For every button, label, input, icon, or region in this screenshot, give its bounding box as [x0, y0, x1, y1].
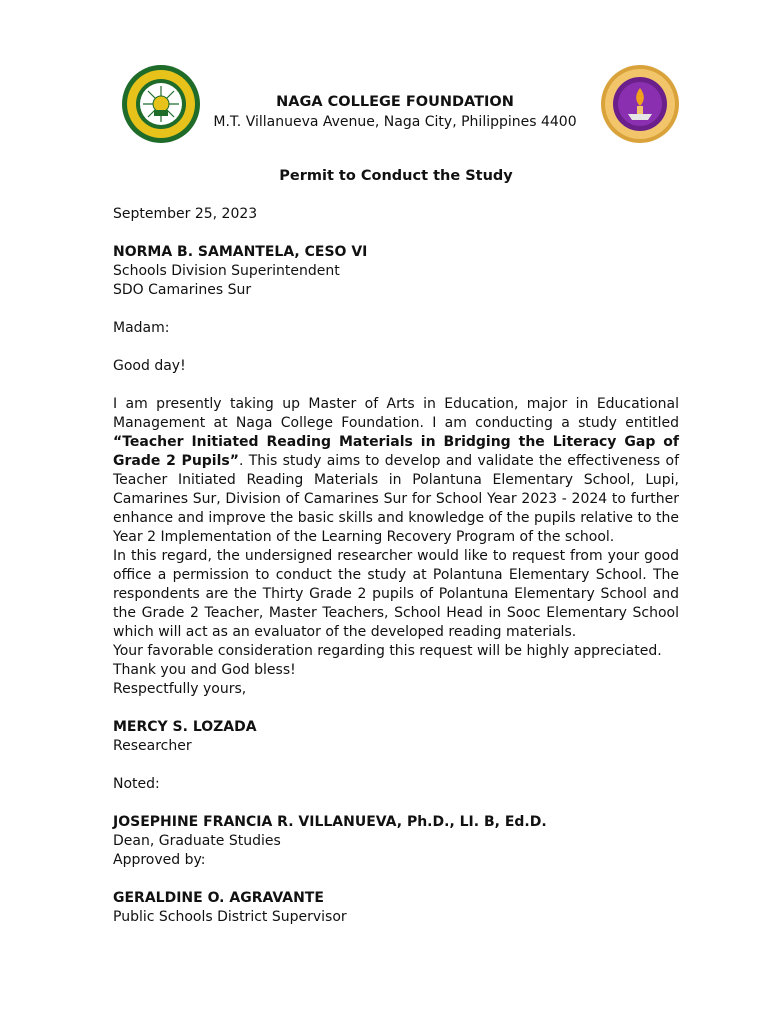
researcher-name: MERCY S. LOZADA: [113, 719, 257, 735]
supervisor-role: Public Schools District Supervisor: [113, 909, 347, 925]
greeting: Good day!: [113, 358, 186, 374]
document-title: Permit to Conduct the Study: [279, 168, 513, 184]
recipient-office: SDO Camarines Sur: [113, 282, 252, 298]
thanks-line: Thank you and God bless!: [113, 662, 296, 678]
study-title: “Teacher Initiated Reading Materials in Bridging the Literacy Gap of Grade 2 Pupils”: [113, 434, 679, 469]
recipient-position: Schools Division Superintendent: [113, 263, 340, 279]
paragraph-intro-rest: . This study aims to develop and validate the effectiveness of Teacher Initiated Reading Materials in Polantuna Elementary School, Lupi, Camarines Sur, Division of Camarines Sur for School Year 2023 - 2024 to further enhance and improve the basic skills and knowledge of the pupils relative to the Year 2 Implementation of the Learning Recovery Program of the school.: [113, 453, 679, 545]
org-address: M.T. Villanueva Avenue, Naga City, Philippines 4400: [213, 114, 577, 130]
supervisor-name: GERALDINE O. AGRAVANTE: [113, 890, 324, 906]
dean-name: JOSEPHINE FRANCIA R. VILLANUEVA, Ph.D., LI. B, Ed.D.: [113, 814, 547, 830]
recipient-name: NORMA B. SAMANTELA, CESO VI: [113, 244, 368, 260]
org-name: NAGA COLLEGE FOUNDATION: [276, 94, 514, 110]
paragraph-intro-text: I am presently taking up Master of Arts in Education, major in Educational Management at Naga College Foundation. I am conducting a study entitled: [113, 396, 679, 431]
noted-label: Noted:: [113, 776, 160, 792]
naga-college-seal-icon: [121, 64, 201, 144]
closing-line: Respectfully yours,: [113, 681, 247, 697]
letterhead: [190, 92, 600, 132]
paragraph-request: In this regard, the undersigned researcher would like to request from your good office a permission to conduct the study at Polantuna Elementary School. The respondents are the Thirty Grade 2 pupils of Polantuna Elementary School and the Grade 2 Teacher, Master Teachers, School Head in Sooc Elementary School which will act as an evaluator of the developed reading materials.: [113, 548, 679, 640]
letter-body: [113, 205, 679, 927]
dean-role: Dean, Graduate Studies: [113, 833, 281, 849]
approved-label: Approved by:: [113, 852, 206, 868]
paragraph-intro: [113, 395, 679, 547]
paragraph-consideration: Your favorable consideration regarding this request will be highly appreciated.: [113, 643, 662, 659]
graduate-studies-seal-icon: [600, 64, 680, 144]
researcher-role: Researcher: [113, 738, 192, 754]
letter-date: September 25, 2023: [113, 206, 258, 222]
salutation: Madam:: [113, 320, 170, 336]
